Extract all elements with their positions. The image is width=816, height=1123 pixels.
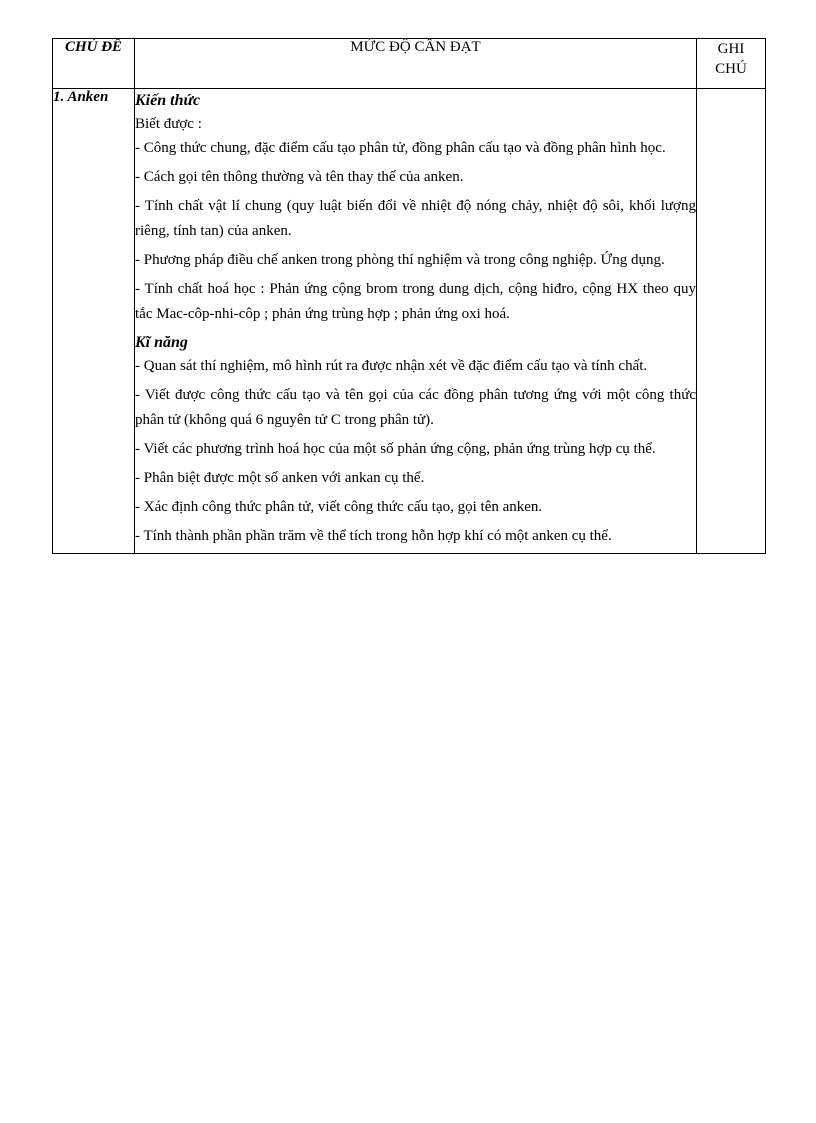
- knowledge-item: - Cách gọi tên thông thường và tên thay thế của anken.: [135, 169, 464, 185]
- header-note: [697, 39, 766, 89]
- knowledge-intro: Biết được :: [135, 116, 202, 132]
- row-topic: 1. Anken: [53, 89, 135, 554]
- knowledge-item: - Tính chất hoá học : Phản ứng cộng brom trong dung dịch, cộng hiđro, cộng HX theo quy tắc Mac-côp-nhi-côp ; phản ứng trùng hợp ; phản ứng oxi hoá.: [135, 281, 696, 322]
- header-topic: CHỦ ĐỀ: [53, 39, 135, 89]
- header-level: MỨC ĐỘ CẦN ĐẠT: [135, 39, 697, 89]
- knowledge-item: - Phương pháp điều chế anken trong phòng thí nghiệm và trong công nghiệp. Ứng dụng.: [135, 252, 665, 268]
- knowledge-item: - Công thức chung, đặc điểm cấu tạo phân tử, đồng phân cấu tạo và đồng phân hình học.: [135, 140, 666, 156]
- table-row: [53, 89, 766, 554]
- row-content: [135, 89, 697, 554]
- knowledge-item: - Tính chất vật lí chung (quy luật biến đổi về nhiệt độ nóng chảy, nhiệt độ sôi, khối lượng riêng, tính tan) của anken.: [135, 198, 696, 239]
- knowledge-title: Kiến thức: [135, 92, 201, 109]
- header-note-line2: CHÚ: [715, 61, 747, 77]
- skills-item: - Viết các phương trình hoá học của một số phản ứng cộng, phản ứng trùng hợp cụ thể.: [135, 441, 656, 457]
- curriculum-table: [52, 38, 766, 554]
- row-note: [697, 89, 766, 554]
- skills-item: - Xác định công thức phân tử, viết công thức cấu tạo, gọi tên anken.: [135, 499, 543, 515]
- skills-title: Kĩ năng: [135, 334, 188, 351]
- skills-item: - Viết được công thức cấu tạo và tên gọi của các đồng phân tương ứng với một công thức phân tử (không quá 6 nguyên tử C trong phân tử).: [135, 387, 696, 428]
- skills-item: - Phân biệt được một số anken với ankan cụ thể.: [135, 470, 425, 486]
- header-row: [53, 39, 766, 89]
- header-note-line1: GHI: [717, 41, 745, 57]
- skills-item: - Quan sát thí nghiệm, mô hình rút ra được nhận xét về đặc điểm cấu tạo và tính chất.: [135, 358, 648, 374]
- skills-item: - Tính thành phần phần trăm về thể tích trong hỗn hợp khí có một anken cụ thể.: [135, 528, 612, 544]
